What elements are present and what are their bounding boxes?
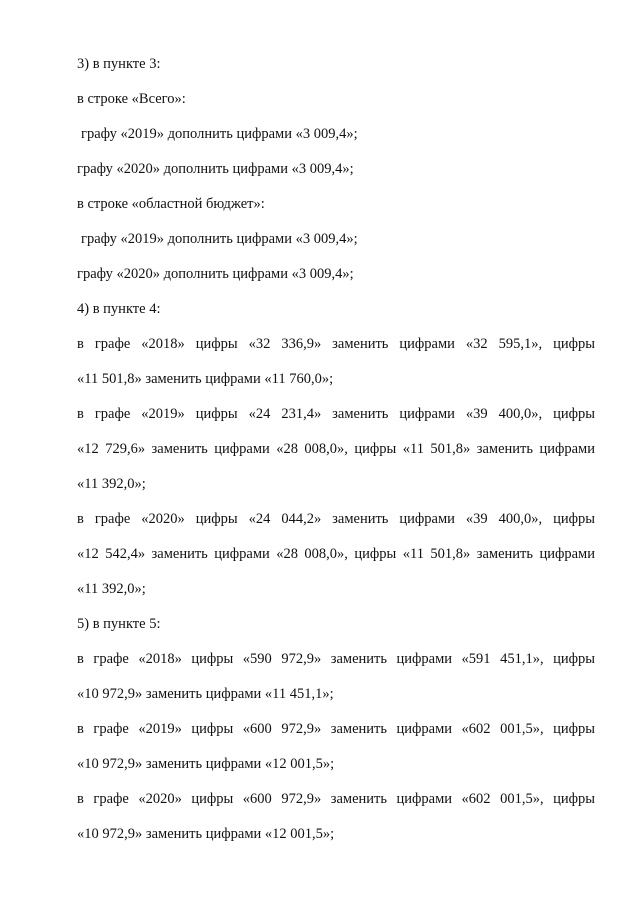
paragraph-regional-2020: графу «2020» дополнить цифрами «3 009,4»; bbox=[77, 266, 354, 282]
paragraph-item4-2019-line1: в графе «2019» цифры «24 231,4» заменить цифрами «39 400,0», цифры bbox=[77, 406, 595, 422]
paragraph-item-4-heading: 4) в пункте 4: bbox=[77, 301, 161, 317]
paragraph-total-2019: графу «2019» дополнить цифрами «3 009,4»; bbox=[81, 126, 358, 142]
paragraph-total-2020: графу «2020» дополнить цифрами «3 009,4»; bbox=[77, 161, 354, 177]
paragraph-item5-2019-line2: «10 972,9» заменить цифрами «12 001,5»; bbox=[77, 756, 335, 772]
paragraph-item4-2018-line2: «11 501,8» заменить цифрами «11 760,0»; bbox=[77, 371, 334, 387]
paragraph-row-total-heading: в строке «Всего»: bbox=[77, 91, 186, 107]
paragraph-row-regional-budget-heading: в строке «областной бюджет»: bbox=[77, 196, 265, 212]
paragraph-item-3-heading: 3) в пункте 3: bbox=[77, 56, 161, 72]
paragraph-item-5-heading: 5) в пункте 5: bbox=[77, 616, 161, 632]
paragraph-item5-2018-line1: в графе «2018» цифры «590 972,9» заменить цифрами «591 451,1», цифры bbox=[77, 651, 595, 667]
paragraph-item5-2020-line2: «10 972,9» заменить цифрами «12 001,5»; bbox=[77, 826, 335, 842]
paragraph-regional-2019: графу «2019» дополнить цифрами «3 009,4»; bbox=[81, 231, 358, 247]
paragraph-item4-2020-line1: в графе «2020» цифры «24 044,2» заменить цифрами «39 400,0», цифры bbox=[77, 511, 595, 527]
paragraph-item4-2018-line1: в графе «2018» цифры «32 336,9» заменить цифрами «32 595,1», цифры bbox=[77, 336, 595, 352]
paragraph-item5-2019-line1: в графе «2019» цифры «600 972,9» заменить цифрами «602 001,5», цифры bbox=[77, 721, 595, 737]
paragraph-item4-2020-line2: «12 542,4» заменить цифрами «28 008,0», цифры «11 501,8» заменить цифрами bbox=[77, 546, 595, 562]
paragraph-item4-2019-line3: «11 392,0»; bbox=[77, 476, 146, 492]
paragraph-item4-2019-line2: «12 729,6» заменить цифрами «28 008,0», цифры «11 501,8» заменить цифрами bbox=[77, 441, 595, 457]
paragraph-item4-2020-line3: «11 392,0»; bbox=[77, 581, 146, 597]
paragraph-item5-2020-line1: в графе «2020» цифры «600 972,9» заменить цифрами «602 001,5», цифры bbox=[77, 791, 595, 807]
paragraph-item5-2018-line2: «10 972,9» заменить цифрами «11 451,1»; bbox=[77, 686, 334, 702]
